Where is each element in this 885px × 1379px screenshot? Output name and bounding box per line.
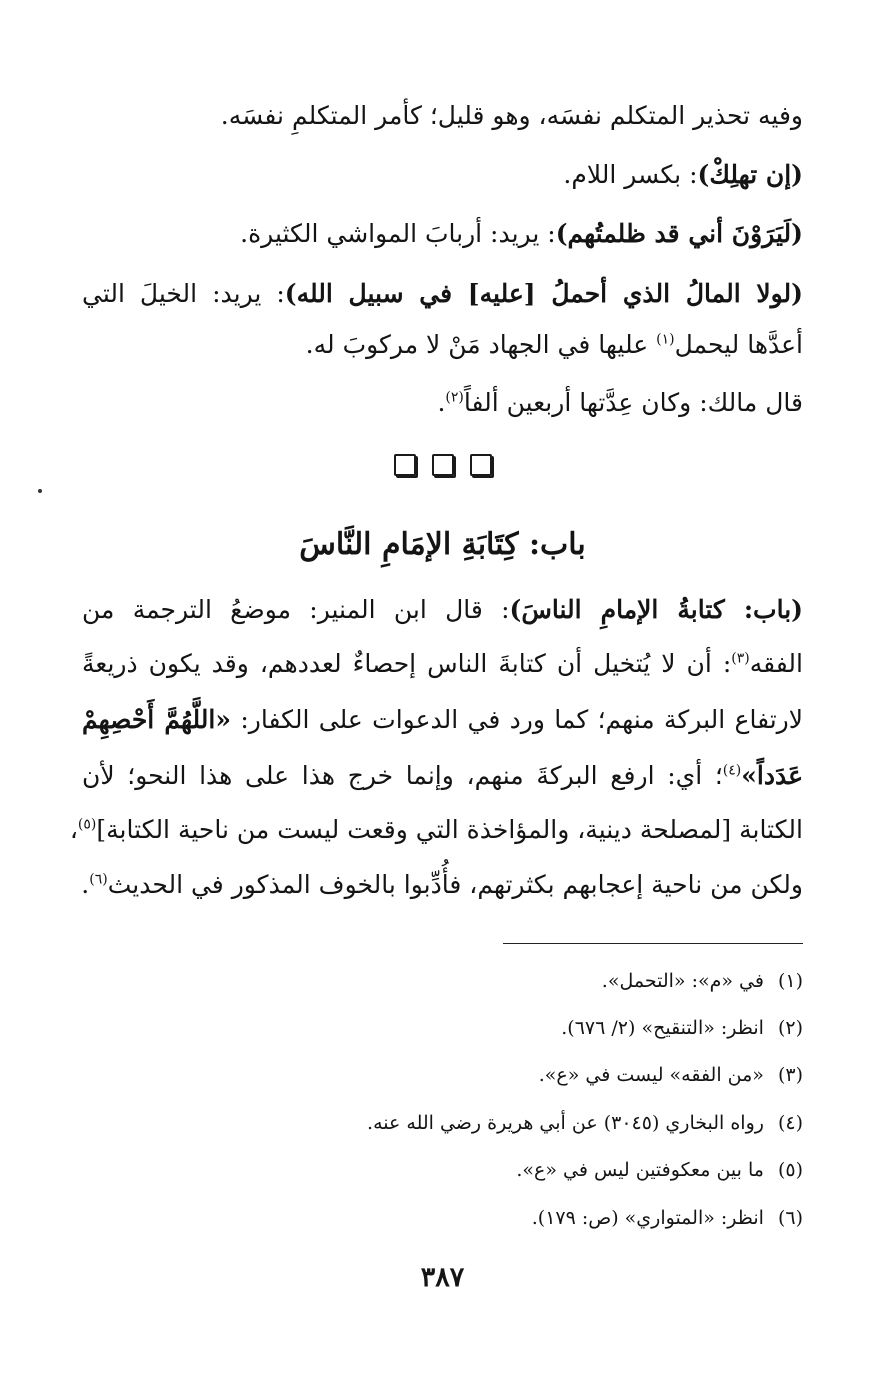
- body-text: قال مالك: وكان عِدَّتها أربعين ألفاً: [463, 388, 803, 417]
- quoted-term: (لولا المالُ الذي أحملُ [عليه] في سبيل الله): [284, 279, 803, 308]
- section-line-1: [82, 590, 803, 630]
- hadith-quote: عَدَداً»: [741, 761, 803, 790]
- body-text: .: [81, 870, 90, 899]
- body-text: أعدَّها ليحمل: [674, 330, 803, 359]
- footnote-reference[interactable]: (٦): [89, 871, 108, 888]
- quoted-term: (باب: كتابةُ الإمامِ الناسَ): [509, 595, 803, 624]
- body-text: : بكسر اللام.: [563, 160, 698, 189]
- body-text: الفقه: [749, 649, 803, 678]
- section-line-4: [82, 756, 803, 796]
- footnote-6: [82, 1203, 803, 1233]
- footnote-number: (٥): [777, 1159, 803, 1181]
- footnote-5: [82, 1155, 803, 1185]
- body-line-3: [82, 214, 803, 254]
- footnote-number: (٣): [777, 1064, 803, 1086]
- body-text: الكتابة [لمصلحة دينية، والمؤاخذة التي وقعت ليست من ناحية الكتابة]: [96, 815, 803, 844]
- footnote-reference[interactable]: (٣): [731, 650, 750, 667]
- body-text: : قال ابن المنير: موضعُ الترجمة من: [82, 595, 510, 624]
- section-line-6: [82, 865, 803, 905]
- body-line-6: [82, 383, 803, 423]
- footnote-text: انظر: «التنقيح» (٢/ ٦٧٦).: [561, 1017, 764, 1039]
- footnote-1: [82, 966, 803, 996]
- section-line-5: [69, 810, 803, 850]
- footnote-number: (٤): [777, 1112, 803, 1134]
- page-number: ٣٨٧: [420, 1262, 465, 1293]
- hadith-quote: «اللَّهُمَّ أَحْصِهِمْ: [82, 705, 231, 734]
- section-line-2: [82, 644, 803, 684]
- body-line-1: [82, 96, 803, 136]
- body-text: : يريد: أربابَ المواشي الكثيرة.: [240, 219, 556, 248]
- body-text: عليها في الجهاد مَنْ لا مركوبَ له.: [305, 330, 657, 359]
- footnote-number: (١): [777, 970, 803, 992]
- footnote-text: رواه البخاري (٣٠٤٥) عن أبي هريرة رضي الله عنه.: [367, 1112, 764, 1134]
- footnote-reference[interactable]: (٤): [722, 762, 742, 779]
- square-ornament-icon: [470, 454, 492, 476]
- footnote-reference[interactable]: (١): [656, 331, 675, 348]
- square-ornament-icon: [394, 454, 416, 476]
- footnote-text: انظر: «المتواري» (ص: ١٧٩).: [531, 1207, 764, 1229]
- footnote-2: [82, 1013, 803, 1043]
- body-text: : أن لا يُتخيل أن كتابةَ الناس إحصاءٌ لعددهم، وقد يكون ذريعةً: [82, 649, 732, 678]
- section-divider-ornament: [0, 454, 885, 480]
- body-text: .: [437, 388, 446, 417]
- footnote-3: [82, 1060, 803, 1090]
- body-text: ؛ أي: ارفع البركةَ منهم، وإنما خرج هذا على هذا النحو؛ لأن: [82, 761, 723, 790]
- body-text: ولكن من ناحية إعجابهم بكثرتهم، فأُدِّبوا بالخوف المذكور في الحديث: [107, 870, 803, 899]
- body-text: : يريد: الخيلَ التي: [82, 279, 285, 308]
- footnote-text: ما بين معكوفتين ليس في «ع».: [516, 1159, 764, 1181]
- footnote-reference[interactable]: (٥): [77, 816, 97, 833]
- body-text: لارتفاع البركة منهم؛ كما ورد في الدعوات على الكفار:: [230, 705, 804, 734]
- body-line-5: [82, 325, 803, 365]
- footnote-4: [82, 1108, 803, 1138]
- body-line-2: [82, 155, 803, 195]
- quoted-term: (لَيَرَوْنَ أني قد ظلمتُهم): [555, 219, 803, 248]
- footnote-reference[interactable]: (٢): [445, 389, 464, 406]
- chapter-heading: باب: كِتَابَةِ الإمَامِ النَّاسَ: [299, 527, 586, 562]
- quoted-term: (إن تهلِكْ): [697, 160, 803, 189]
- footnote-text: «من الفقه» ليست في «ع».: [538, 1064, 764, 1086]
- footnote-number: (٦): [777, 1207, 803, 1229]
- square-ornament-icon: [432, 454, 454, 476]
- footnote-text: في «م»: «التحمل».: [601, 970, 764, 992]
- body-text: وفيه تحذير المتكلم نفسَه، وهو قليل؛ كأمر المتكلمِ نفسَه.: [220, 101, 803, 130]
- stray-dot: [38, 489, 42, 493]
- footnote-separator: [503, 943, 803, 944]
- footnote-number: (٢): [777, 1017, 803, 1039]
- body-text: ،: [69, 815, 78, 844]
- section-line-3: [82, 700, 803, 740]
- body-line-4: [82, 274, 803, 314]
